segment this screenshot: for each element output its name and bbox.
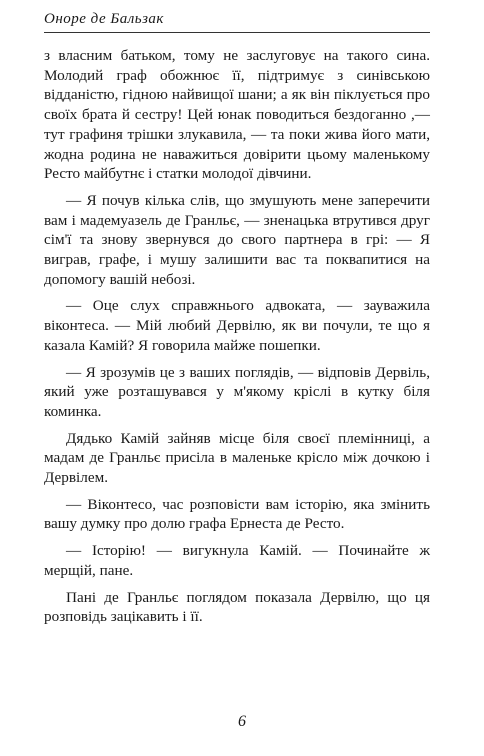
paragraph: — Я зрозумів це з ваших поглядів, — відповів Дервіль, який уже розташувався у м'якому кріслі в кутку біля коминка. — [44, 363, 430, 420]
running-title: Оноре де Бальзак — [44, 11, 164, 27]
paragraph: Пані де Гранльє поглядом показала Дервілю, що ця розповідь зацікавить і її. — [44, 588, 430, 626]
body-text — [44, 46, 430, 627]
paragraph: — Віконтесо, час розповісти вам історію, яка змінить вашу думку про долю графа Ернеста де Ресто. — [44, 495, 430, 533]
paragraph: з власним батьком, тому не заслуговує на такого сина. Молодий граф обожнює її, підтримує з синівською відданістю, гідною найвищої шани; а як він піклується про своїх брата й сестру! Цей юнак поводиться бездоганно ,— тут графиня трішки злукавила, — та поки жива його мати, жодна родина не наважиться довірити цьому маленькому Ресто майбутнє і статки молодої дівчини. — [44, 47, 430, 183]
paragraph: — Історію! — вигукнула Камій. — Починайте ж мерщій, пане. — [44, 542, 430, 579]
paragraph: Дядько Камій зайняв місце біля своєї племінниці, а мадам де Гранльє присіла в маленьке крісло між дочкою і Дервілем. — [44, 429, 430, 487]
header-rule — [44, 32, 430, 33]
page-number: 6 — [238, 713, 246, 730]
paragraph: — Оце слух справжнього адвоката, — зауважила віконтеса. — Мій любий Дервілю, як ви почули, те що я казала Камій? Я говорила майже пошепки. — [44, 297, 430, 354]
paragraph: — Я почув кілька слів, що змушують мене заперечити вам і мадемуазель де Гранльє, — зненацька втрутився друг сім'ї та знову звернувся до свого партнера в грі: — Я виграв, графе, і мушу залишити вас та поквапитися на допомогу вашій небозі. — [44, 191, 430, 288]
